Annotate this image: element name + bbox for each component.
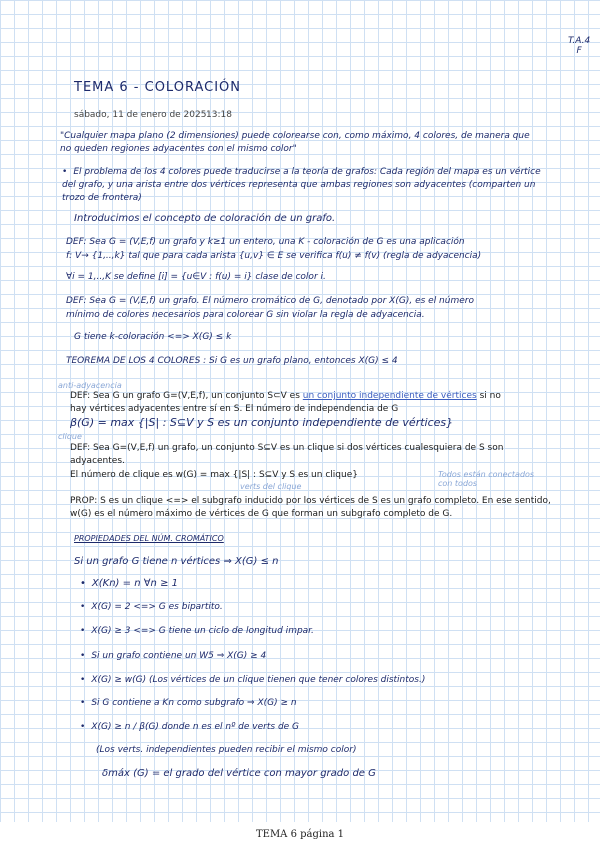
independent-vertices-note: (Los verts. independientes pueden recibir el mismo color) xyxy=(96,745,357,755)
property-item: • Si G contiene a Kn como subgrafo ⇒ X(G) ≥ n xyxy=(80,698,297,708)
independent-set-link[interactable]: un conjunto independiente de vértices xyxy=(302,391,477,401)
property-item: • Si un grafo contiene un W5 ⇒ X(G) ≥ 4 xyxy=(80,651,266,661)
page-title: TEMA 6 - COLORACIÓN xyxy=(74,80,241,95)
four-color-quote: "Cualquier mapa plano (2 dimensiones) puede colorearse con, como máximo, 4 colores, de manera que no queden regiones adyacentes con el mismo color" xyxy=(60,131,530,154)
def3-prefix: DEF: Sea G un grafo G=(V,E,f), un conjunto S⊂V es xyxy=(70,391,300,401)
prop-line-1: PROP: S es un clique <=> el subgrafo inducido por los vértices de S es un grafo completo. En ese sentido, xyxy=(70,496,551,506)
page-date: sábado, 11 de enero de 2025 xyxy=(74,110,207,120)
page-time: 13:18 xyxy=(206,110,232,120)
def4-line-1: DEF: Sea G=(V,E,f) un grafo, un conjunto S⊆V es un clique si dos vértices cualesquiera de S son xyxy=(70,443,504,453)
corner-note-line-2: F xyxy=(576,46,582,56)
k-coloring-equivalence: G tiene k-coloración <=> X(G) ≤ k xyxy=(74,332,232,342)
four-color-theorem: TEOREMA DE LOS 4 COLORES : Si G es un grafo plano, entonces X(G) ≤ 4 xyxy=(66,356,398,366)
def2-line-2: mínimo de colores necesarios para colorear G sin violar la regla de adyacencia. xyxy=(66,310,425,320)
property-item: • X(G) ≥ n / β(G) donde n es el nº de verts de G xyxy=(80,722,299,732)
faint-note-clique-verts: verts del clique xyxy=(240,482,302,491)
corner-note xyxy=(568,36,590,56)
faint-note-anti-adjacency: anti-adyacencia xyxy=(58,381,122,390)
def3-line-2: hay vértices adyacentes entre sí en S. El número de independencia de G xyxy=(70,404,399,414)
faint-note-all-connected: Todos están conectados con todos xyxy=(438,470,535,488)
def3-suffix: si no xyxy=(479,391,501,401)
independence-number-formula: β(G) = max {|S| : S⊆V y S es un conjunto independiente de vértices} xyxy=(70,416,454,429)
property-item: • X(G) ≥ w(G) (Los vértices de un clique tienen que tener colores distintos.) xyxy=(80,675,425,685)
page-footer: TEMA 6 página 1 xyxy=(0,822,600,848)
intro-bullet: • El problema de los 4 colores puede traducirse a la teoría de grafos: Cada región del mapa es un vértice del grafo, y una arista entre dos vértices representa que ambas regiones son adyacentes (comparten un trozo de frontera) xyxy=(62,166,542,205)
property-item: • X(G) ≥ 3 <=> G tiene un ciclo de longitud impar. xyxy=(80,626,314,636)
def4-line-3: El número de clique es w(G) = max {|S| : S⊆V y S es un clique} xyxy=(70,470,358,480)
properties-intro: Si un grafo G tiene n vértices ⇒ X(G) ≤ n xyxy=(74,556,279,567)
def2-line-1: DEF: Sea G = (V,E,f) un grafo. El número cromático de G, denotado por X(G), es el número xyxy=(66,296,474,306)
def1-line-2: f: V→ {1,..,k} tal que para cada arista {u,v} ∈ E se verifica f(u) ≠ f(v) (regla de adyacencia) xyxy=(66,251,482,261)
corner-note-line-1: T.A.4 xyxy=(568,36,591,46)
intro-concept: Introducimos el concepto de coloración de un grafo. xyxy=(74,213,336,224)
def3-line-1 xyxy=(70,391,501,401)
faint-note-clique: clique xyxy=(58,432,82,441)
prop-line-2: w(G) es el número máximo de vértices de G que forman un subgrafo completo de G. xyxy=(70,509,453,519)
max-degree-definition: δmáx (G) = el grado del vértice con mayor grado de G xyxy=(102,768,376,779)
property-item: • X(Kn) = n ∀n ≥ 1 xyxy=(80,578,178,589)
def1-line-3: ∀i = 1,..,K se define [i] = {u∈V : f(u) = i} clase de color i. xyxy=(66,272,326,282)
def4-line-2: adyacentes. xyxy=(70,456,125,466)
properties-title: PROPIEDADES DEL NÚM. CROMÁTICO xyxy=(74,534,224,543)
property-item: • X(G) = 2 <=> G es bipartito. xyxy=(80,602,223,612)
def1-line-1: DEF: Sea G = (V,E,f) un grafo y k≥1 un entero, una K - coloración de G es una aplicación xyxy=(66,237,465,247)
